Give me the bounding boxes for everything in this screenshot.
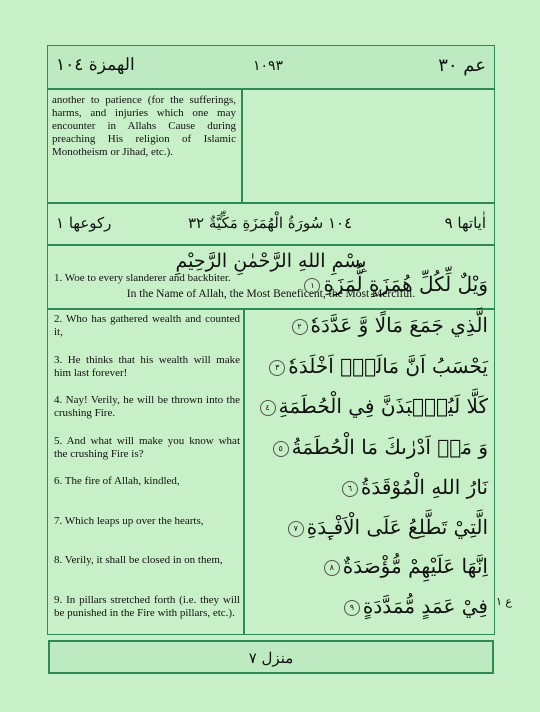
verse-5-ar-text: وَ مَاۤ اَدْرٰىكَ مَا الْحُطَمَةُ: [291, 435, 488, 459]
verse-2-ar: [258, 313, 488, 337]
verse-4-ar-text: كَلَّا لَيُنْۢبَذَنَّ فِي الْحُطَمَةِ: [278, 394, 488, 418]
ruku-mark: ع ١: [496, 595, 512, 608]
previous-continuation: [48, 90, 494, 204]
ayat-count: اٰياتها ٩: [444, 214, 486, 232]
verse-6-ar: [258, 475, 488, 499]
ruku-count: ركوعها ١: [56, 214, 112, 232]
verse-3-en: 3. He thinks that his wealth will make him last forever!: [54, 354, 240, 379]
verse-7-en: 7. Which leaps up over the hearts,: [54, 515, 204, 527]
verse-6-ar-text: نَارُ اللهِ الْمُوْقَدَةُ: [360, 475, 488, 499]
divider: [48, 308, 494, 310]
column-divider: [243, 310, 245, 634]
verse-9-ar-text: فِيْ عَمَدٍ مُّمَدَّدَةٍ: [362, 594, 488, 618]
verse-7-number: ٧: [288, 521, 304, 537]
verse-4-ar: [258, 394, 488, 418]
verse-4-en: 4. Nay! Verily, he will be thrown into the crushing Fire.: [54, 394, 240, 419]
basmala: بِسْمِ اللهِ الرَّحْمٰنِ الرَّحِيْمِ: [175, 250, 367, 272]
verse-2-en: 2. Who has gathered wealth and counted it,: [54, 313, 240, 338]
verse-6-en: 6. The fire of Allah, kindled,: [54, 475, 180, 487]
verse-3-ar: [258, 354, 488, 378]
verse-8-number: ٨: [324, 560, 340, 576]
verse-5-number: ٥: [273, 441, 289, 457]
verse-9-en: 9. In pillars stretched forth (i.e. they will be punished in the Fire with pillars, etc.).: [54, 594, 240, 619]
verse-2-number: ٢: [292, 319, 308, 335]
verse-9-number: ٩: [344, 600, 360, 616]
verse-1-en: 1. Woe to every slanderer and backbiter.: [54, 272, 231, 284]
verse-9-ar: [258, 594, 488, 618]
page-header: [48, 46, 494, 90]
previous-english-text: another to patience (for the sufferings, harms, and injuries which one may encounter in Allahs Cause during preaching His religion of Islamic Monotheism or Jihad, etc.).: [48, 90, 243, 202]
verse-3-ar-text: يَحْسَبُ اَنَّ مَالَهٗۤ اَخْلَدَهٗ: [288, 354, 488, 378]
verse-6-number: ٦: [342, 481, 358, 497]
verse-8-ar: [258, 554, 488, 578]
verse-8-en: 8. Verily, it shall be closed in on them,: [54, 554, 223, 566]
verse-1-ar-text: وَيْلٌ لِّكُلِّ هُمَزَةٍ لُّمَزَةِ: [323, 272, 488, 296]
verse-8-ar-text: اِنَّهَا عَلَيْهِمْ مُّؤْصَدَةٌ: [342, 554, 488, 578]
verse-4-number: ٤: [260, 400, 276, 416]
verse-1-number: ١: [304, 278, 320, 294]
verse-2-ar-text: الَّذِي جَمَعَ مَالًا وَّ عَدَّدَهٗ: [310, 313, 488, 337]
manzil-label: منزل ٧: [248, 649, 294, 667]
verse-7-ar-text: الَّتِيْ تَطَّلِعُ عَلَى الْاَفْـِٕدَةِ: [306, 515, 488, 539]
page-number: ١٠٩٣: [253, 58, 284, 74]
surah-title: ١٠٤ سُورَةُ الْهُمَزَةِ مَكِّيَّةٌ ٣٢: [188, 214, 353, 232]
verse-5-en: 5. And what will make you know what the crushing Fire is?: [54, 435, 240, 460]
verse-1-ar: [258, 272, 488, 296]
header-juz-label: عم ٣٠: [438, 55, 486, 76]
surah-header: [48, 204, 494, 246]
header-surah-label: الهمزة ١٠٤: [56, 55, 135, 75]
verse-7-ar: [258, 515, 488, 539]
verse-5-ar: [258, 435, 488, 459]
basmala-translation: In the Name of Allah, the Most Beneficent, the Most Merciful.: [126, 288, 416, 300]
page-footer: [48, 640, 494, 674]
verse-3-number: ٣: [269, 360, 285, 376]
page-frame: [47, 45, 495, 635]
